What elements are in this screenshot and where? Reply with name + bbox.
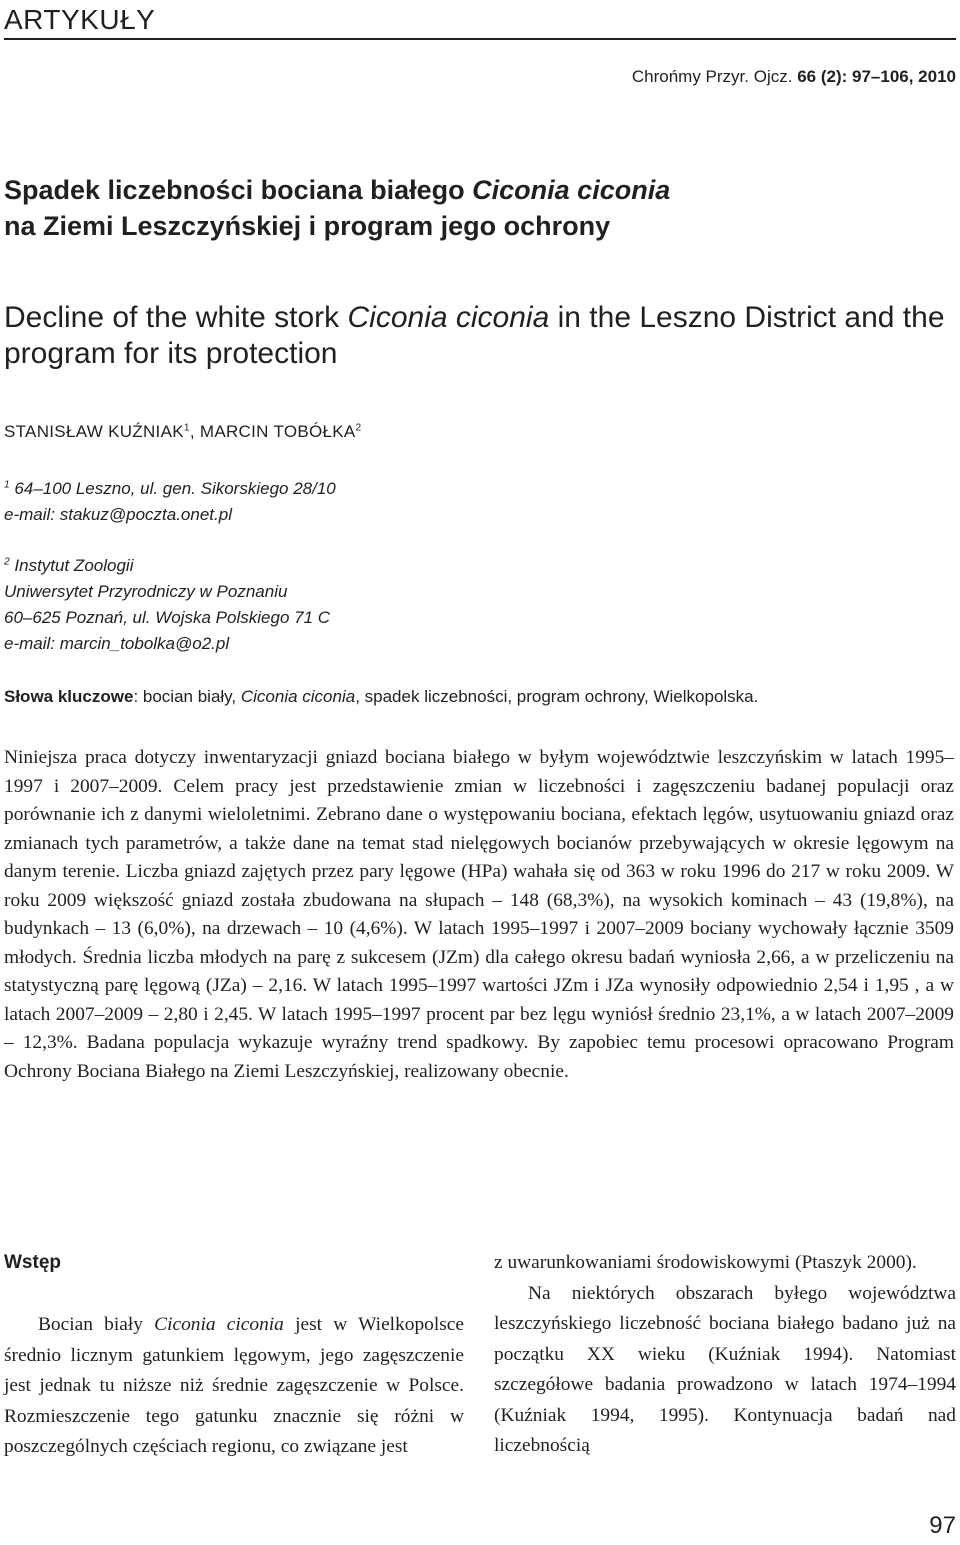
- title-en-species: Ciconia ciconia: [347, 301, 550, 334]
- intro-column-right: [494, 1248, 956, 1462]
- journal-volume: 66 (2): 97–106, 2010: [797, 67, 956, 86]
- author-separator: ,: [189, 422, 200, 441]
- title-pl-species: Ciconia ciconia: [472, 175, 671, 205]
- intro-right-paragraph-2: Na niektórych obszarach byłego województwa leszczyńskiego liczebność bociana białego badano już na początku XX wieku (Kuźniak 1994). Natomiast szczegółowe badania prowadzono w latach 1974–1994 (Kuźniak 1994, 1995). Kontynuacja badań nad liczebnością: [494, 1282, 956, 1456]
- affiliation-2-email: e-mail: marcin_tobolka@o2.pl: [4, 634, 230, 653]
- title-en-part2: in the Leszno District and the program for its protection: [4, 301, 945, 370]
- keywords-text-1: bocian biały,: [142, 687, 241, 706]
- author-2: MARCIN TOBÓŁKA: [199, 422, 356, 441]
- keywords: [4, 684, 954, 710]
- title-english: [4, 300, 949, 372]
- intro-left-text-2: jest w Wielkopolsce średnio licznym gatunkiem lęgowym, jego zagęszczenie jest jednak tu niższe niż średnie zagęszczenie w Polsce. Rozmieszczenie tego gatunku znacznie się różni w poszczególnych częściach regionu, co związane jest: [4, 1314, 464, 1457]
- affiliation-2: [4, 553, 330, 657]
- keywords-colon: :: [133, 687, 143, 706]
- intro-column-left: [4, 1310, 464, 1463]
- affiliation-1: [4, 476, 336, 528]
- title-pl-part2: na Ziemi Leszczyńskiej i program jego ochrony: [4, 211, 611, 241]
- authors: [4, 420, 362, 444]
- affiliation-2-university: Uniwersytet Przyrodniczy w Poznaniu: [4, 582, 288, 601]
- section-label: ARTYKUŁY: [4, 4, 156, 35]
- title-en-part1: Decline of the white stork: [4, 301, 340, 334]
- page-number: 97: [929, 1512, 956, 1539]
- affiliation-2-address: 60–625 Poznań, ul. Wojska Polskiego 71 C: [4, 608, 331, 627]
- title-polish: [4, 172, 944, 244]
- author-1: STANISŁAW KUŹNIAK: [4, 422, 184, 441]
- intro-left-text-1: Bocian biały: [38, 1314, 155, 1335]
- journal-name: Chrońmy Przyr. Ojcz.: [631, 67, 793, 86]
- keywords-text-2: , spadek liczebności, program ochrony, Wielkopolska.: [355, 687, 759, 706]
- author-1-sup: 1: [183, 422, 190, 434]
- affiliation-2-institute: Instytut Zoologii: [14, 556, 134, 575]
- keywords-label: Słowa kluczowe: [4, 687, 134, 706]
- affiliation-1-sup: 1: [4, 479, 10, 491]
- affiliation-1-email: e-mail: stakuz@poczta.onet.pl: [4, 505, 232, 524]
- affiliation-1-address: 64–100 Leszno, ul. gen. Sikorskiego 28/10: [14, 479, 336, 498]
- author-2-sup: 2: [355, 422, 362, 434]
- keywords-species: Ciconia ciconia: [240, 687, 356, 706]
- affiliation-2-sup: 2: [4, 556, 10, 568]
- title-pl-part1: Spadek liczebności bociana białego: [4, 175, 465, 205]
- abstract: Niniejsza praca dotyczy inwentaryzacji gniazd bociana białego w byłym województwie leszczyńskim w latach 1995–1997 i 2007–2009. Celem pracy jest przedstawienie zmian w liczebności i zagęszczeniu badanej populacji oraz porównanie ich z danymi wieloletnimi. Zebrano dane o występowaniu bociana, efektach lęgów, usytuowaniu gniazd oraz zmianach tych parametrów, a także dane na temat stad nielęgowych bocianów przebywających w okresie lęgowym na danym terenie. Liczba gniazd zajętych przez pary lęgowe (HPa) wahała się od 363 w roku 1996 do 217 w roku 2009. W roku 2009 większość gniazd została zbudowana na słupach – 148 (68,3%), na wysokich kominach – 43 (19,8%), na budynkach – 13 (6,0%), na drzewach – 10 (4,6%). W latach 1995–1997 i 2007–2009 bociany wychowały łącznie 3509 młodych. Średnia liczba młodych na parę z sukcesem (JZm) dla całego okresu badań wyniosła 2,66, a w przeliczeniu na statystyczną parę lęgową (JZa) – 2,16. W latach 1995–1997 wartości JZm i JZa wynosiły odpowiednio 2,54 i 1,95 , a w latach 2007–2009 – 2,80 i 2,45. W latach 1995–1997 procent par bez lęgu wyniósł średnio 23,1%, a w latach 2007–2009 – 12,3%. Badana populacja wykazuje wyraźny trend spadkowy. By zapobiec temu procesowi opracowano Program Ochrony Bociana Białego na Ziemi Leszczyńskiej, realizowany obecnie.: [4, 747, 954, 1082]
- section-header: [4, 0, 956, 40]
- intro-right-paragraph-1: z uwarunkowaniami środowiskowymi (Ptaszyk 2000).: [494, 1252, 917, 1273]
- intro-left-species: Ciconia ciconia: [154, 1314, 284, 1335]
- section-heading-introduction: Wstęp: [4, 1252, 61, 1273]
- journal-reference: [632, 64, 956, 90]
